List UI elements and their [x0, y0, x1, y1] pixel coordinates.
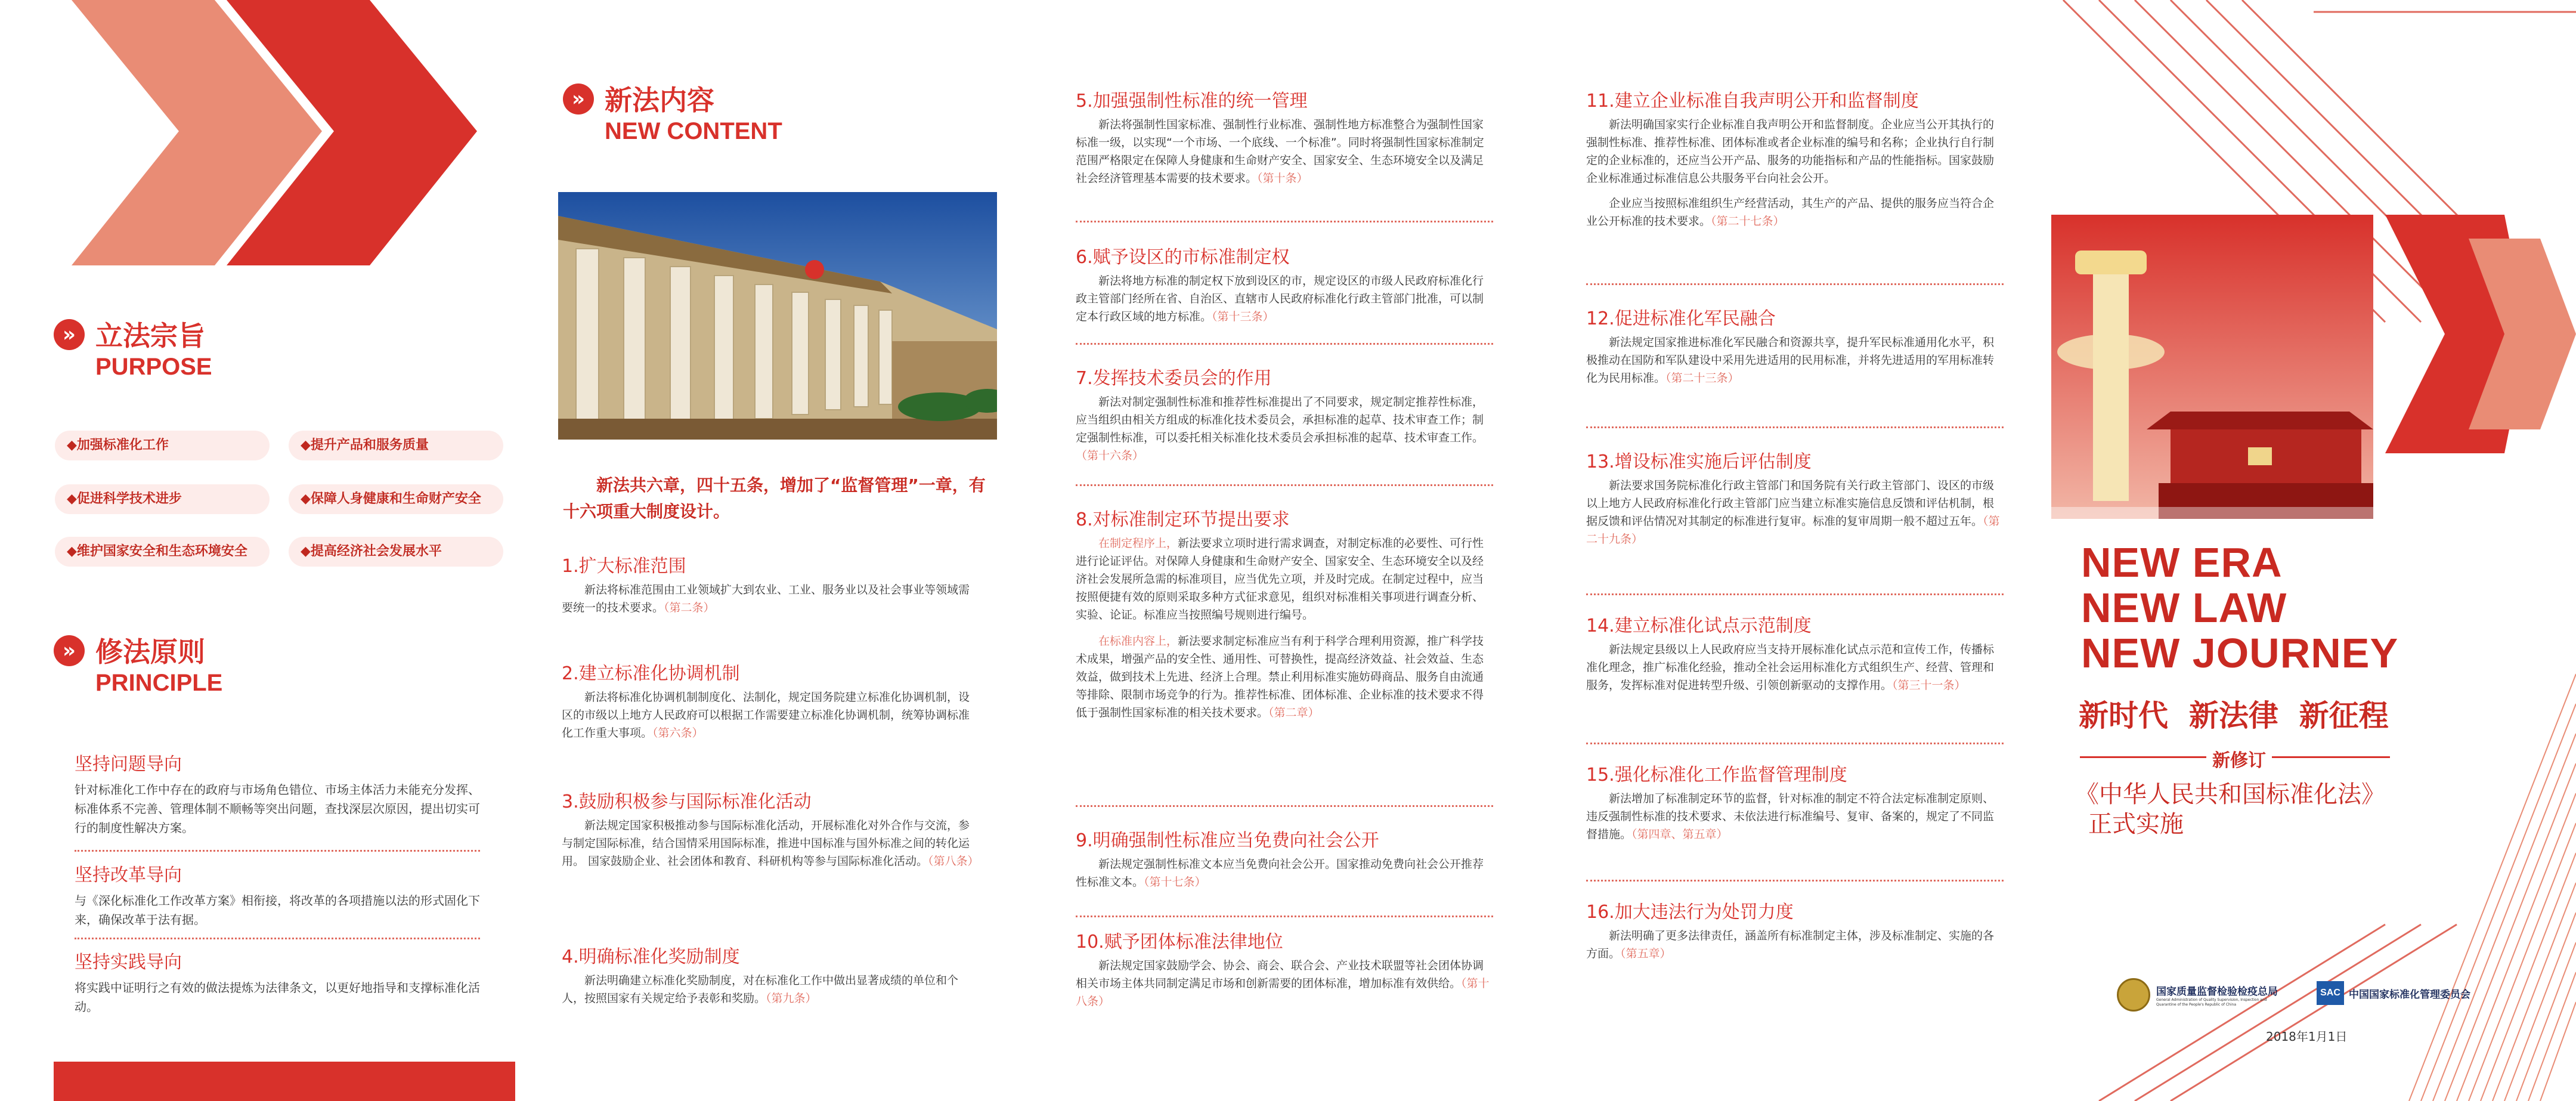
- principle-title: 坚持问题导向: [75, 754, 182, 775]
- org1-logo: [2117, 978, 2287, 1012]
- law-item: [562, 945, 979, 1007]
- law-item-title: 3.鼓励积极参与国际标准化活动: [562, 791, 812, 812]
- article-ref: （第二条）: [664, 601, 715, 614]
- law-item-title: 4.明确标准化奖励制度: [562, 947, 740, 967]
- law-item-body: 新法对制定强制性标准和推荐性标准提出了不同要求，规定制定推荐性标准，应当组织由相关方组成的标准化技术委员会，承担标准的起草、技术审查工作；制定强制性标准，可以委托相关标准化技术委员会承担标准的起草、技术审查工作。: [1076, 395, 1484, 444]
- article-ref: （第二十三条）: [1665, 372, 1739, 385]
- great-hall-photo: [558, 192, 997, 440]
- law-item-text: [562, 581, 979, 617]
- law-item-title: 7.发挥技术委员会的作用: [1076, 368, 1272, 389]
- principle-title: 坚持改革导向: [75, 865, 182, 886]
- law-item-text: [562, 817, 979, 870]
- divider: [75, 850, 480, 852]
- double-chevron-icon: »: [54, 319, 85, 350]
- bottom-red-bar: [54, 1062, 515, 1101]
- principle-heading: [54, 635, 222, 697]
- article-ref: （第八条）: [928, 855, 979, 868]
- law-item: [1586, 450, 2004, 548]
- principle-title: 坚持实践导向: [75, 952, 182, 973]
- new-content-title-en: NEW CONTENT: [605, 118, 782, 144]
- panel-items-5-10: [1028, 0, 1565, 1101]
- law-item-title: 16.加大违法行为处罚力度: [1586, 902, 1794, 923]
- article-ref: （第十六条）: [1076, 449, 1144, 462]
- panel-items-11-16: [1565, 0, 2051, 1101]
- article-ref: （第四章、第五章）: [1631, 828, 1728, 841]
- purpose-item: ◆保障人身健康和生命财产安全: [289, 484, 503, 514]
- double-chevron-icon: »: [563, 83, 594, 115]
- purpose-item: ◆提高经济社会发展水平: [289, 537, 503, 567]
- law-item-text: [562, 688, 979, 742]
- law-item-body: 新法明确建立标准化奖励制度，对在标准化工作中做出显著成绩的单位和个人，按照国家有关规定给予表彰和奖励。: [562, 974, 959, 1005]
- double-chevron-icon: »: [54, 635, 85, 666]
- law-item-text: [562, 972, 979, 1007]
- divider: [75, 938, 480, 939]
- panel-cover: [2051, 0, 2576, 1101]
- law-item: [1076, 246, 1493, 326]
- divider: [1076, 916, 1493, 917]
- new-content-intro: 新法共六章，四十五条，增加了“监督管理”一章，有十六项重大制度设计。: [563, 475, 986, 521]
- org1-name: 国家质量监督检验检疫总局: [2156, 985, 2278, 998]
- principle-item: [75, 951, 480, 1016]
- law-item: [1586, 763, 2004, 843]
- purpose-item: ◆提升产品和服务质量: [289, 431, 503, 460]
- article-ref: （第九条）: [766, 992, 817, 1005]
- law-item: [1076, 89, 1493, 187]
- headline: [2081, 540, 2398, 676]
- law-item-body: 新法规定国家鼓励学会、协会、商会、联合会、产业技术联盟等社会团体协调相关市场主体共同制定满足市场和创新需要的团体标准，增加标准有效供给。: [1076, 959, 1484, 990]
- divider: [1586, 593, 2004, 595]
- principle-item: [75, 753, 480, 837]
- law-item: [1586, 614, 2004, 694]
- purpose-title-en: PURPOSE: [95, 354, 212, 380]
- principle-title-en: PRINCIPLE: [95, 670, 223, 696]
- law-item: [562, 790, 979, 870]
- article-ref: （第二十九条）: [1586, 515, 2000, 546]
- law-item: [1076, 508, 1493, 722]
- effective-label: 正式实施: [2088, 811, 2184, 838]
- article-ref: （第五章）: [1620, 947, 1671, 960]
- law-item-body: 新法规定国家积极推动参与国际标准化活动，开展标准化对外合作与交流，参与制定国际标准，结合国情采用国际标准，推进中国标准与国外标准之间的转化运用。 国家鼓励企业、社会团体和教育、科研机构等参与国际标准化活动。: [562, 819, 970, 868]
- law-item-body: 新法将地方标准的制定权下放到设区的市，规定设区的市级人民政府标准化行政主管部门经所在省、自治区、直辖市人民政府标准化行政主管部门批准，可以制定本行政区域的地方标准。: [1076, 274, 1484, 323]
- law-item-title: 15.强化标准化工作监督管理制度: [1586, 765, 1847, 785]
- headline-line: NEW JOURNEY: [2081, 630, 2399, 676]
- article-ref: （第十条）: [1257, 172, 1308, 185]
- panel-new-content: [515, 0, 1028, 1101]
- law-item-title: 11.建立企业标准自我声明公开和监督制度: [1586, 91, 1919, 112]
- divider: [1586, 743, 2004, 744]
- law-item-title: 6.赋予设区的市标准制定权: [1076, 247, 1290, 268]
- tiananmen-photo: [2051, 215, 2373, 519]
- law-item: [1076, 367, 1493, 465]
- divider: [1076, 221, 1493, 222]
- org2-name: 中国国家标准化管理委员会: [2349, 988, 2470, 1001]
- law-item-lead: 在标准内容上，: [1098, 635, 1178, 648]
- principle-text: 将实践中证明行之有效的做法提炼为法律条文，以更好地指导和支撑标准化活动。: [75, 981, 480, 1014]
- purpose-item: ◆促进科学技术进步: [55, 484, 270, 514]
- org1-name-en: General Administration of Quality Supervision, Inspection and Quarantine of the People's Republic of China: [2156, 997, 2267, 1007]
- revised-label: 新修订: [2206, 746, 2272, 772]
- law-item: [562, 555, 979, 617]
- divider: [1076, 343, 1493, 345]
- law-item-body: 企业应当按照标准组织生产经营活动，其生产的产品、提供的服务应当符合企业公开标准的技术要求。: [1586, 197, 1995, 228]
- article-ref: （第二十七条）: [1711, 215, 1785, 228]
- law-title: 《中华人民共和国标准化法》: [2075, 781, 2385, 808]
- law-item-body: 新法要求国务院标准化行政主管部门和国务院有关行政主管部门、设区的市级以上地方人民政府标准化行政主管部门应当建立标准实施信息反馈和评估机制，根据反馈和评估情况对其制定的标准进行复审。标准的复审周期一般不超过五年。: [1586, 479, 1995, 528]
- law-item-title: 1.扩大标准范围: [562, 556, 686, 577]
- law-item-title: 10.赋予团体标准法律地位: [1076, 932, 1283, 952]
- law-item-title: 2.建立标准化协调机制: [562, 663, 740, 684]
- law-item: [1586, 901, 2004, 963]
- sac-logo-icon: SAC: [2317, 981, 2344, 1005]
- law-item-title: 12.促进标准化军民融合: [1586, 308, 1776, 329]
- law-item-body: 新法要求制定标准应当有利于科学合理利用资源，推广科学技术成果，增强产品的安全性、通用性、可替换性，提高经济效益、社会效益、生态效益，做到技术上先进、经济上合理。禁止利用标准实施妨碍商品、服务自由流通等排除、限制市场竞争的行为。推荐性标准、团体标准、企业标准的技术要求不得低于强制性国家标准的相关技术要求。: [1076, 635, 1484, 719]
- article-ref: （第十三条）: [1212, 310, 1274, 323]
- article-ref: （第三十一条）: [1892, 679, 1966, 692]
- chevron-decoration: [0, 0, 515, 274]
- law-item-body: 新法要求立项时进行需求调查，对制定标准的必要性、可行性进行论证评估。对保障人身健康和生命财产安全、国家安全、生态环境安全以及经济社会发展所急需的标准项目，应当优先立项，并及时完成。在制定过程中，应当按照便捷有效的原则采取多种方式征求意见，组织对标准相关事项进行调查分析、实验、论证。标准应当按照编号规则进行编号。: [1076, 537, 1484, 621]
- purpose-title-cn: 立法宗旨: [95, 320, 205, 352]
- divider: [1076, 484, 1493, 486]
- law-item-body: 新法明确了更多法律责任，涵盖所有标准制定主体，涉及标准制定、实施的各方面。: [1586, 929, 1995, 960]
- law-item: [1586, 89, 2004, 230]
- purpose-item: ◆维护国家安全和生态环境安全: [55, 537, 270, 567]
- slogan: 新时代 新法律 新征程: [2079, 698, 2389, 733]
- new-content-title-cn: 新法内容: [605, 84, 714, 116]
- law-item: [1076, 829, 1493, 891]
- emblem-icon: [2117, 978, 2150, 1012]
- law-item-lead: 在制定程序上，: [1098, 537, 1178, 550]
- law-item-title: 9.明确强制性标准应当免费向社会公开: [1076, 830, 1379, 851]
- law-item-body: 新法规定强制性标准文本应当免费向社会公开。国家推动免费向社会公开推荐性标准文本。: [1076, 858, 1484, 889]
- principle-text: 与《深化标准化工作改革方案》相衔接，将改革的各项措施以法的形式固化下来，确保改革于法有据。: [75, 893, 480, 927]
- divider: [1076, 805, 1493, 807]
- principle-text: 针对标准化工作中存在的政府与市场角色错位、市场主体活力未能充分发挥、标准体系不完善、管理体制不顺畅等突出问题，查找深层次原因，提出切实可行的制度性解决方案。: [75, 783, 480, 835]
- principle-item: [75, 864, 480, 929]
- effective-date: 2018年1月1日: [2266, 1029, 2348, 1044]
- law-item-body: 新法将强制性国家标准、强制性行业标准、强制性地方标准整合为强制性国家标准一级，以实现“一个市场、一个底线、一个标准”。同时将强制性国家标准制定范围严格限定在保障人身健康和生命财产安全、国家安全、生态环境安全以及满足社会经济管理基本需要的技术要求。: [1076, 118, 1484, 185]
- law-item-title: 13.增设标准实施后评估制度: [1586, 451, 1812, 472]
- principle-title-cn: 修法原则: [95, 636, 205, 668]
- headline-line: NEW ERA: [2081, 539, 2283, 586]
- law-item: [1076, 930, 1493, 1010]
- law-item-body: 新法将标准化协调机制制度化、法制化，规定国务院建立标准化协调机制，设区的市级以上地方人民政府可以根据工作需要建立标准化协调机制，统筹协调标准化工作重大事项。: [562, 691, 970, 740]
- law-item-body: 新法将标准范围由工业领域扩大到农业、工业、服务业以及社会事业等领域需要统一的技术要求。: [562, 583, 970, 614]
- org2-logo: [2317, 981, 2470, 1005]
- article-ref: （第六条）: [652, 726, 704, 740]
- law-item-body: 新法规定国家推进标准化军民融合和资源共享，提升军民标准通用化水平，积极推动在国防和军队建设中采用先进适用的民用标准，并将先进适用的军用标准转化为民用标准。: [1586, 336, 1995, 385]
- new-content-heading: [563, 83, 782, 146]
- article-ref: （第十七条）: [1144, 876, 1206, 889]
- article-ref: （第二章）: [1268, 706, 1320, 719]
- law-item-title: 8.对标准制定环节提出要求: [1076, 509, 1290, 530]
- law-item: [562, 662, 979, 742]
- law-item-body: 新法规定县级以上人民政府应当支持开展标准化试点示范和宣传工作，传播标准化理念，推广标准化经验，推动全社会运用标准化方式组织生产、经营、管理和服务，发挥标准对促进转型升级、引领创新驱动的支撑作用。: [1586, 643, 1995, 692]
- law-item-title: 14.建立标准化试点示范制度: [1586, 616, 1812, 636]
- divider: [1586, 426, 2004, 428]
- article-ref: （第十八条）: [1076, 977, 1490, 1008]
- law-item-body: 新法增加了标准制定环节的监督，针对标准的制定不符合法定标准制定原则、违反强制性标准的技术要求、未依法进行标准编号、复审、备案的，规定了不同监督措施。: [1586, 792, 1995, 841]
- law-item-title: 5.加强强制性标准的统一管理: [1076, 91, 1308, 112]
- purpose-heading: [54, 319, 212, 381]
- purpose-item: ◆加强标准化工作: [55, 431, 270, 460]
- law-item: [1586, 307, 2004, 387]
- divider: [1586, 880, 2004, 882]
- law-item-body: 新法明确国家实行企业标准自我声明公开和监督制度。企业应当公开其执行的强制性标准、推荐性标准、团体标准或者企业标准的编号和名称；企业执行自行制定的企业标准的，还应当公开产品、服务的功能指标和产品的性能指标。国家鼓励企业标准通过标准信息公共服务平台向社会公开。: [1586, 118, 1995, 185]
- panel-purpose-principle: [0, 0, 515, 1101]
- divider: [1586, 283, 2004, 285]
- headline-line: NEW LAW: [2081, 584, 2287, 631]
